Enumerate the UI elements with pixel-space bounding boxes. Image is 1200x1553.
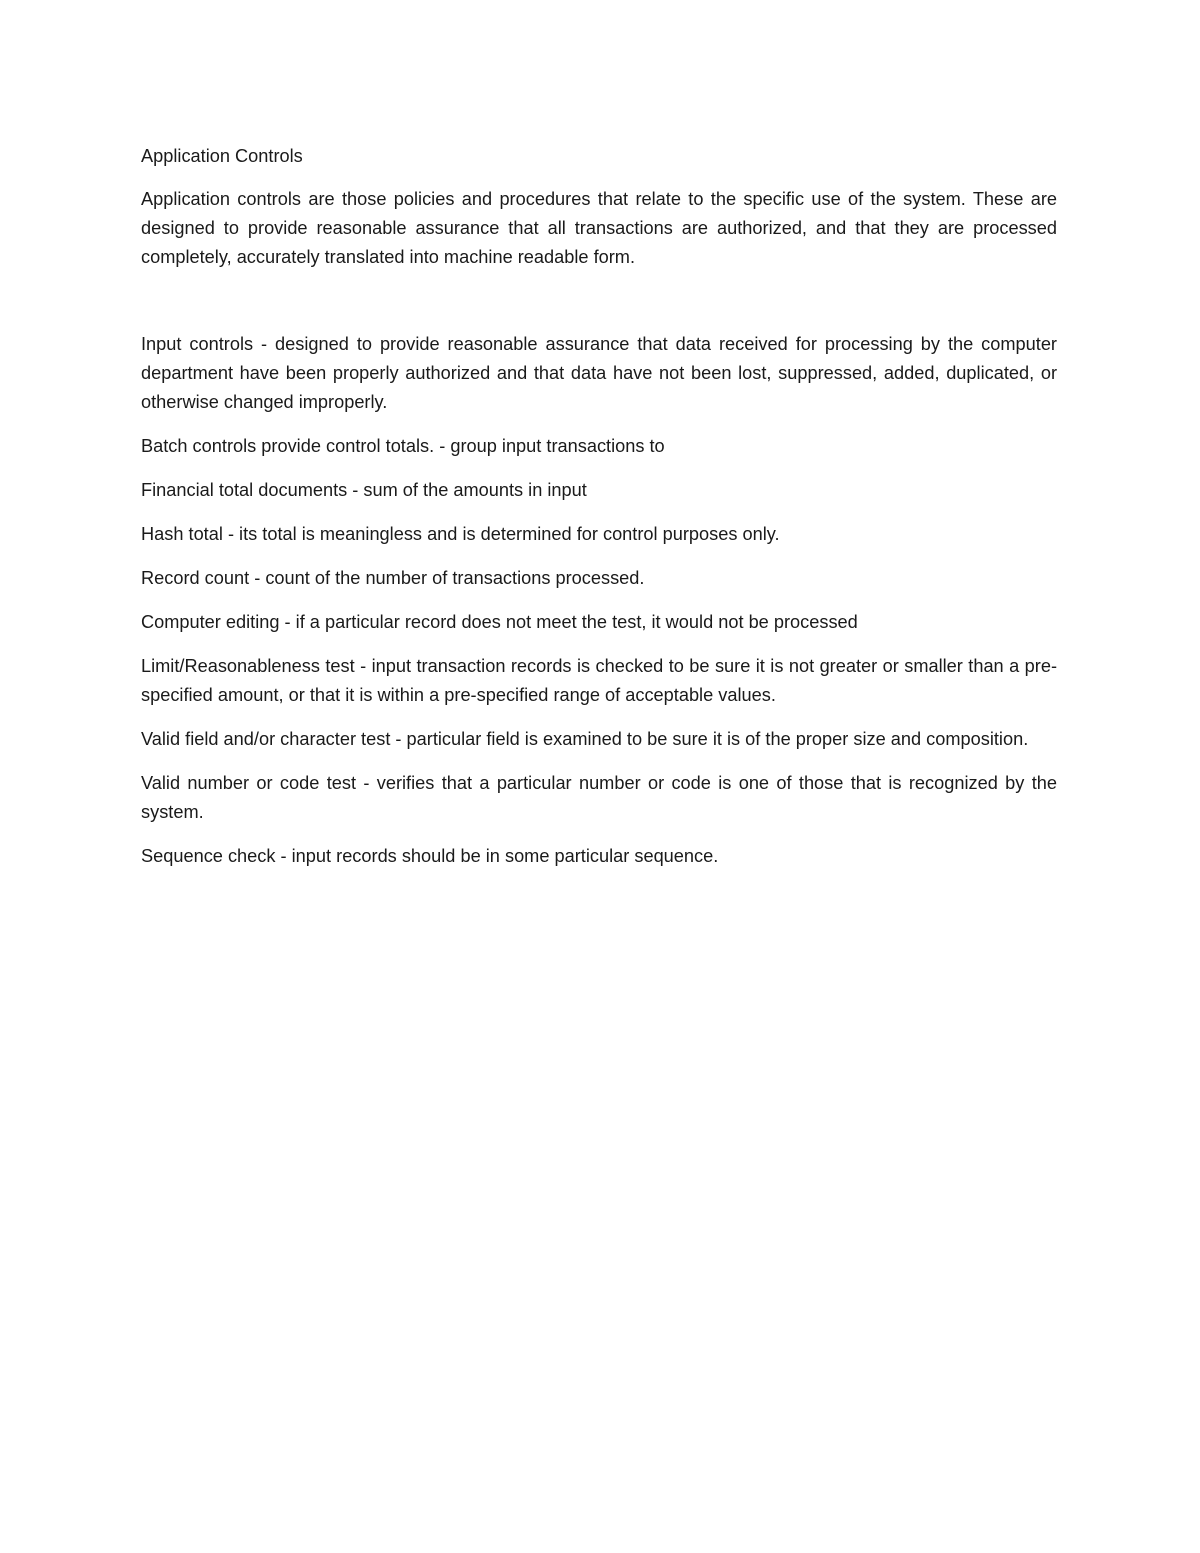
paragraph-record-count: Record count - count of the number of transactions processed.: [141, 568, 645, 588]
paragraph-valid-field-test: Valid field and/or character test - particular field is examined to be sure it is of the proper size and composition.: [141, 729, 1029, 749]
paragraph-spacer: [141, 272, 1057, 330]
paragraph-financial-total: Financial total documents - sum of the amounts in input: [141, 480, 587, 500]
paragraph-input-controls: Input controls - designed to provide reasonable assurance that data received for processing by the computer department have been properly authorized and that data have not been lost, suppressed, added, duplicated, or otherwise changed improperly.: [141, 334, 1057, 412]
document-title: Application Controls: [141, 146, 303, 166]
paragraph-limit-test: Limit/Reasonableness test - input transaction records is checked to be sure it is not greater or smaller than a pre-specified amount, or that it is within a pre-specified range of acceptable values.: [141, 656, 1057, 705]
paragraph-valid-number-test: Valid number or code test - verifies that a particular number or code is one of those that is recognized by the system.: [141, 773, 1057, 822]
paragraph-sequence-check: Sequence check - input records should be in some particular sequence.: [141, 846, 719, 866]
document-body: [141, 142, 1057, 886]
paragraph-batch-controls: Batch controls provide control totals. - group input transactions to: [141, 436, 665, 456]
intro-paragraph: Application controls are those policies and procedures that relate to the specific use of the system. These are designed to provide reasonable assurance that all transactions are authorized, and that they are processed completely, accurately translated into machine readable form.: [141, 189, 1057, 267]
paragraph-hash-total: Hash total - its total is meaningless and is determined for control purposes only.: [141, 524, 780, 544]
paragraph-computer-editing: Computer editing - if a particular record does not meet the test, it would not be processed: [141, 612, 858, 632]
